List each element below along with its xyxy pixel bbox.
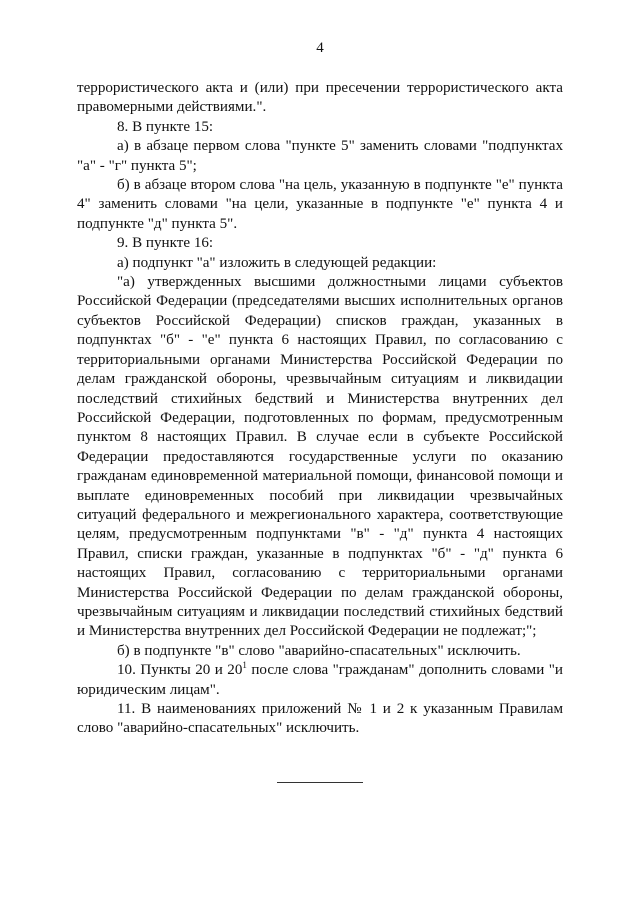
- paragraph-item-10: [77, 661, 563, 700]
- paragraph-item-8: 8. В пункте 15:: [117, 118, 214, 135]
- paragraph-item-9-a: а) подпункт "а" изложить в следующей редакции:: [117, 254, 437, 271]
- paragraph-item-10-superscript: 1: [242, 660, 247, 671]
- paragraph-item-8-a: а) в абзаце первом слова "пункте 5" заменить словами "подпунктах "а" - "г" пункта 5";: [77, 138, 563, 174]
- paragraph-item-10-text-before: 10. Пункты 20 и 20: [117, 662, 243, 679]
- paragraph-item-10-text-after: после слова "гражданам" дополнить словами "и юридическим лицам".: [77, 662, 563, 698]
- paragraph-item-9: 9. В пункте 16:: [117, 235, 214, 252]
- paragraph-continuation: террористического акта и (или) при пресечении террористического акта правомерными действиями.".: [77, 80, 563, 116]
- document-body: [77, 79, 563, 739]
- end-of-text-rule: [277, 782, 363, 783]
- paragraph-item-9-b: б) в подпункте "в" слово "аварийно-спасательных" исключить.: [117, 642, 521, 659]
- paragraph-item-9-a-quote: "а) утвержденных высшими должностными лицами субъектов Российской Федерации (председателями высших исполнительных органов субъектов Российской Федерации) списков граждан, указанных в подпунктах "б" - "е" пункта 6 настоящих Правил, по согласованию с территориальными органами Министерства Российской Федерации по делам гражданской обороны, чрезвычайным ситуациям и ликвидации последствий стихийных бедствий и Министерства внутренних дел Российской Федерации, подготовленных по формам, предусмотренным пунктом 8 настоящих Правил. В случае если в субъекте Российской Федерации предоставляются государственные услуги по оказанию гражданам единовременной материальной помощи, финансовой помощи и выплате единовременных пособий при ликвидации чрезвычайных ситуаций федерального и межрегионального характера, соответствующие целям, предусмотренным подпунктами "в" - "д" пункта 4 настоящих Правил, списки граждан, указанные в подпунктах "б" - "д" пункта 6 настоящих Правил, согласованию с территориальными органами Министерства Российской Федерации по делам гражданской обороны, чрезвычайным ситуациям и ликвидации последствий стихийных бедствий и Министерства внутренних дел Российской Федерации не подлежат;";: [77, 274, 563, 640]
- page-number: 4: [316, 40, 324, 56]
- paragraph-item-8-b: б) в абзаце втором слова "на цель, указанную в подпункте "е" пункта 4" заменить словами "на цели, указанные в подпункте "е" пункта 4 и подпункте "д" пункта 5".: [77, 177, 563, 232]
- paragraph-item-11: 11. В наименованиях приложений № 1 и 2 к указанным Правилам слово "аварийно-спасательных" исключить.: [77, 701, 563, 737]
